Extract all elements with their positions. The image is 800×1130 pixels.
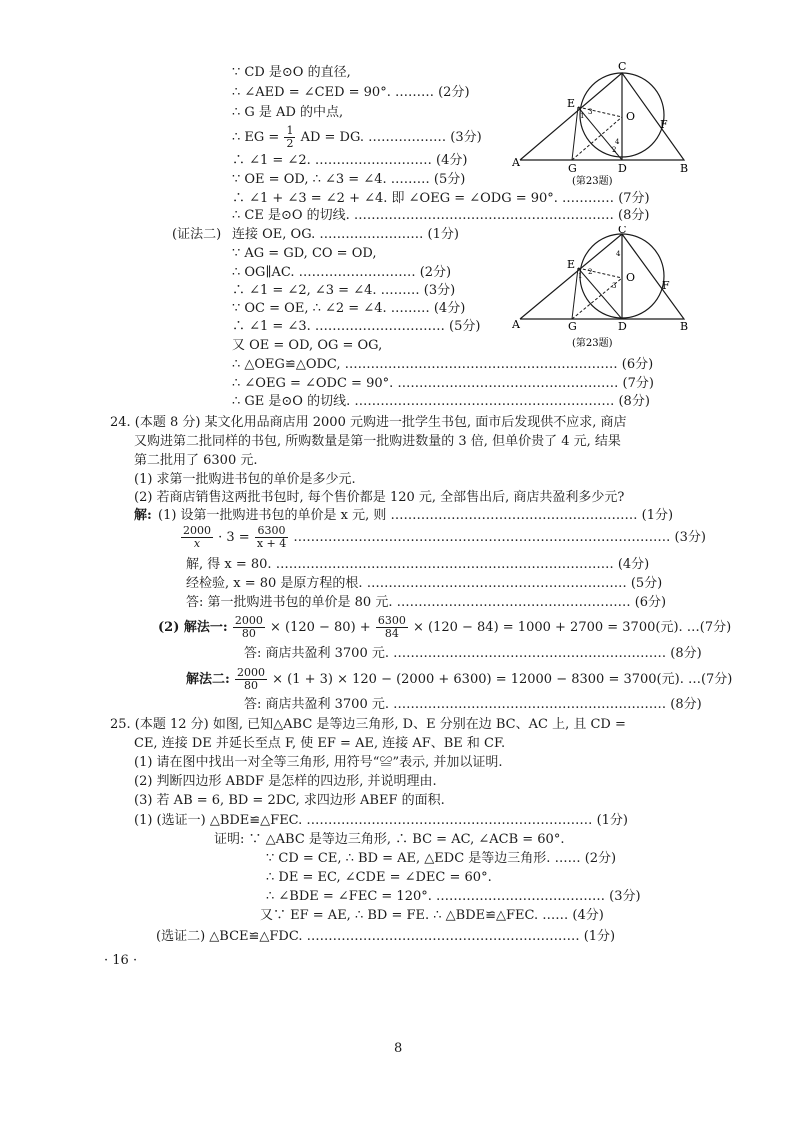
fig1-label-b: B [680,162,689,175]
q24-step4: 经检验, x = 80 是原方程的根. …………………………………………………… (5分) [186,576,663,591]
q23-m1-line8: ∴ CE 是⊙O 的切线. …………………………………………………… (8分) [232,208,650,223]
frac-num: 6300 [377,614,406,627]
figure-q23-b [512,226,692,354]
fig2-label-d: D [618,320,627,333]
method2-label: 解法二: [186,672,230,687]
frac-6300-x4 [255,525,288,550]
fig2-label-o: O [626,271,636,284]
q24-sub1: (1) 求第一批购进书包的单价是多少元. [134,472,356,487]
frac-den: 84 [384,627,399,640]
q24-step5: 答: 第一批购进书包的单价是 80 元. ……………………………………………… (6分) [186,595,667,610]
q24-equation [180,524,706,552]
method1-label: (2) 解法一: [158,620,228,635]
q24-method1-answer: 答: 商店共盈利 3700 元. ……………………………………………………… (8分) [244,646,702,661]
q23-m1-line4 [232,124,482,152]
fig2-label-b: B [680,320,689,333]
q23-m1-line5: ∴ ∠1 = ∠2. ……………………… (4分) [232,153,468,168]
figure-q23-a [512,60,692,190]
q23-m1-line2: ∴ ∠AED = ∠CED = 90°. ……… (2分) [232,85,470,100]
method1-tail: × (120 − 84) = 1000 + 2700 = 3700(元). …(7分) [412,620,732,635]
page-number: 8 [394,1041,403,1056]
frac-num: 2000 [236,666,265,679]
method1-mid: × (120 − 80) + [269,620,371,635]
q25-stem1: 25. (本题 12 分) 如图, 已知△ABC 是等边三角形, D、E 分别在边 BC、AC 上, 且 CD = [110,717,626,732]
q25-choice1: (1) (选证一) △BDE≌△FEC. ………………………………………………………… (1分) [134,813,628,828]
q24-step1: (1) 设第一批购进书包的单价是 x 元, 则 ………………………………………………… (1分) [158,508,674,523]
q23-m2-line4: ∴ ∠1 = ∠2, ∠3 = ∠4. ……… (3分) [232,283,456,298]
fig1-num-4: 4 [615,138,620,146]
fig1-label-a: A [512,156,520,169]
fig2-num-3: 3 [612,282,617,290]
q23-m2-line10: ∴ GE 是⊙O 的切线. …………………………………………………… (8分) [232,394,650,409]
frac-2000-x [181,525,213,550]
q24-stem1: 24. (本题 8 分) 某文化用品商店用 2000 元购进一批学生书包, 面市后发现供不应求, 商店 [110,415,627,430]
frac-2000-80 [233,615,265,640]
q24-solution-label: 解: [134,508,152,523]
q23-m2-line9: ∴ ∠OEG = ∠ODC = 90°. …………………………………………… (7分) [232,376,654,391]
q25-proof-line1: 证明: ∵ △ABC 是等边三角形, ∴ BC = AC, ∠ACB = 60°. [214,832,565,847]
q25-sub3: (3) 若 AB = 6, BD = 2DC, 求四边形 ABEF 的面积. [134,793,445,808]
q24-method2-answer: 答: 商店共盈利 3700 元. ……………………………………………………… (8分) [244,697,702,712]
q23-m2-line6: ∴ ∠1 = ∠3. ………………………… (5分) [232,319,481,334]
eq-tail: …………………………………………………………………………… (3分) [293,530,706,545]
frac-num: 2000 [183,524,211,537]
q25-proof-line4: ∴ ∠BDE = ∠FEC = 120°. ………………………………… (3分) [266,889,641,904]
q24-sub2: (2) 若商店销售这两批书包时, 每个售价都是 120 元, 全部售出后, 商店共盈利多少元? [134,490,625,505]
fig1-num-1: 1 [580,112,585,120]
q23-m2-line3: ∴ OG∥AC. ……………………… (2分) [232,265,452,280]
q23-m2-line7: 又 OE = OD, OG = OG, [232,338,383,353]
fraction-one-half [284,125,295,150]
q25-proof-line3: ∴ DE = EC, ∠CDE = ∠DEC = 60°. [266,870,492,885]
frac-den: 80 [241,627,256,640]
q23-m1-line3: ∴ G 是 AD 的中点, [232,105,344,120]
q23-m2-label: (证法二) [172,227,222,242]
q25-choice2: (选证二) △BCE≌△FDC. ……………………………………………………… (1分) [156,929,616,944]
frac-num: 6300 [255,525,288,538]
fig2-label-c: C [618,226,627,236]
frac-2000-80-b [235,667,267,692]
q24-stem3: 第二批用了 6300 元. [134,453,258,468]
q23-m2-line5: ∵ OC = OE, ∴ ∠2 = ∠4. ……… (4分) [232,301,466,316]
q25-sub2: (2) 判断四边形 ABDF 是怎样的四边形, 并说明理由. [134,774,437,789]
frac-num: 2000 [234,614,263,627]
q25-sub1: (1) 请在图中找出一对全等三角形, 用符号“≌”表示, 并加以证明. [134,755,503,770]
frac-den: 80 [243,679,258,692]
fig1-num-3: 3 [588,108,593,116]
q24-method1 [158,614,731,642]
fig1-caption: (第23题) [572,176,613,187]
fig2-label-f: F [662,279,670,292]
fig2-num-2: 2 [588,268,593,276]
q23-m1-line1: ∵ CD 是⊙O 的直径, [232,65,351,80]
fig1-label-c: C [618,60,627,73]
fig2-caption: (第23题) [572,338,613,349]
q23-m1-line4-rhs: AD = DG. ……………… (3分) [300,130,482,145]
fig2-num-1: 1 [578,272,583,280]
fig1-label-f: F [660,118,668,131]
frac-den: x [193,537,201,550]
frac-6300-84 [376,615,408,640]
q24-stem2: 又购进第二批同样的书包, 所购数量是第一批购进数量的 3 倍, 但单价贵了 4 元, 结果 [134,434,621,449]
fig1-label-o: O [626,110,636,123]
q23-m1-line6: ∵ OE = OD, ∴ ∠3 = ∠4. ……… (5分) [232,172,466,187]
frac-den: x + 4 [256,537,287,550]
q23-m2-line1: 连接 OE, OG. …………………… (1分) [232,227,459,242]
fig1-label-e: E [567,97,576,110]
fig1-label-g: G [568,162,577,175]
fig1-label-d: D [618,162,627,175]
fig1-num-2: 2 [612,146,617,154]
original-page-number: · 16 · [104,953,138,968]
q23-m1-line7: ∴ ∠1 + ∠3 = ∠2 + ∠4. 即 ∠OEG = ∠ODG = 90°. ………… (7分) [232,191,650,206]
q25-stem2: CE, 连接 DE 并延长至点 F, 使 EF = AE, 连接 AF、BE 和 CF. [134,736,506,751]
fig2-label-g: G [568,320,577,333]
q25-proof-line5: 又∵ EF = AE, ∴ BD = FE. ∴ △BDE≌△FEC. …… (4分) [260,908,604,923]
method2-tail: × (1 + 3) × 120 − (2000 + 6300) = 12000 − 8300 = 3700(元). …(7分) [272,672,733,687]
frac-den: 2 [286,137,294,150]
fig2-label-e: E [567,258,576,271]
frac-num: 1 [286,124,294,137]
fig2-num-4: 4 [616,250,621,258]
q23-m2-line2: ∵ AG = GD, CO = OD, [232,246,377,261]
q23-m1-line4-lhs: ∴ EG = [232,130,280,145]
q23-m2-line8: ∴ △OEG≌△ODC, ……………………………………………………… (6分) [232,357,654,372]
q24-step3: 解, 得 x = 80. …………………………………………………………………… (4分) [186,557,650,572]
fig2-label-a: A [512,318,520,331]
eq-mid: · 3 = [218,530,250,545]
q24-method2 [186,666,732,694]
q25-proof-line2: ∵ CD = CE, ∴ BD = AE, △EDC 是等边三角形. …… (2分) [266,851,617,866]
